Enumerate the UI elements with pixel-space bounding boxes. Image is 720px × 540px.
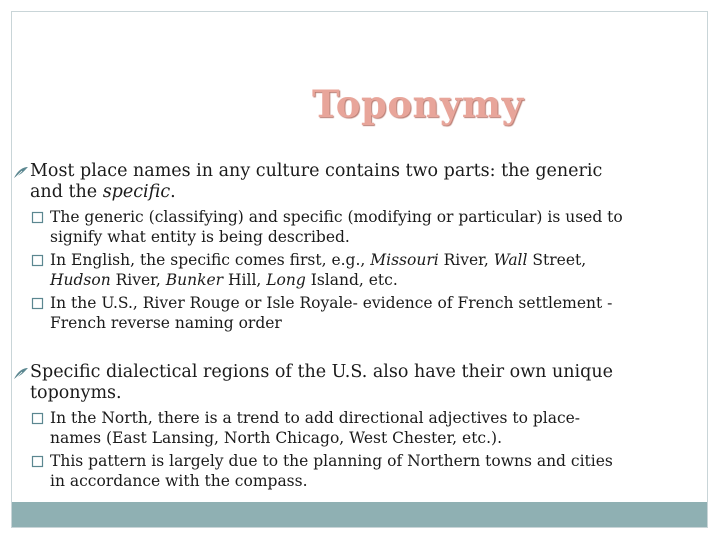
square-bullet-icon [31, 254, 44, 267]
bullet-2-text: Specific dialectical regions of the U.S. also have their own unique toponyms. [30, 362, 613, 403]
bullet-2-sub-1: In the North, there is a trend to add directional adjectives to place-names (East Lansing, North Chicago, West Chester, etc.). [50, 409, 581, 447]
footer-bar [12, 502, 707, 527]
bullet-1-text: Most place names in any culture contains two parts: the generic and the specific. [30, 161, 603, 202]
square-bullet-icon [31, 455, 44, 468]
bullet-1-sub-1: The generic (classifying) and specific (modifying or particular) is used to signify what entity is being described. [50, 208, 623, 246]
bullet-2-sub-2: This pattern is largely due to the planning of Northern towns and cities in accordance with the compass. [50, 452, 613, 490]
square-bullet-icon [31, 211, 44, 224]
feather-bullet-icon [13, 166, 29, 180]
square-bullet-icon [31, 412, 44, 425]
square-bullet-icon [31, 297, 44, 310]
feather-bullet-icon [13, 367, 29, 381]
slide-title: Toponymy [312, 82, 524, 126]
bullet-1-sub-2: In English, the specific comes first, e.g., Missouri River, Wall Street, Hudson River, Bunker Hill, Long Island, etc. [50, 251, 587, 289]
bullet-1-sub-3: In the U.S., River Rouge or Isle Royale- evidence of French settlement - French reverse naming order [50, 294, 613, 332]
